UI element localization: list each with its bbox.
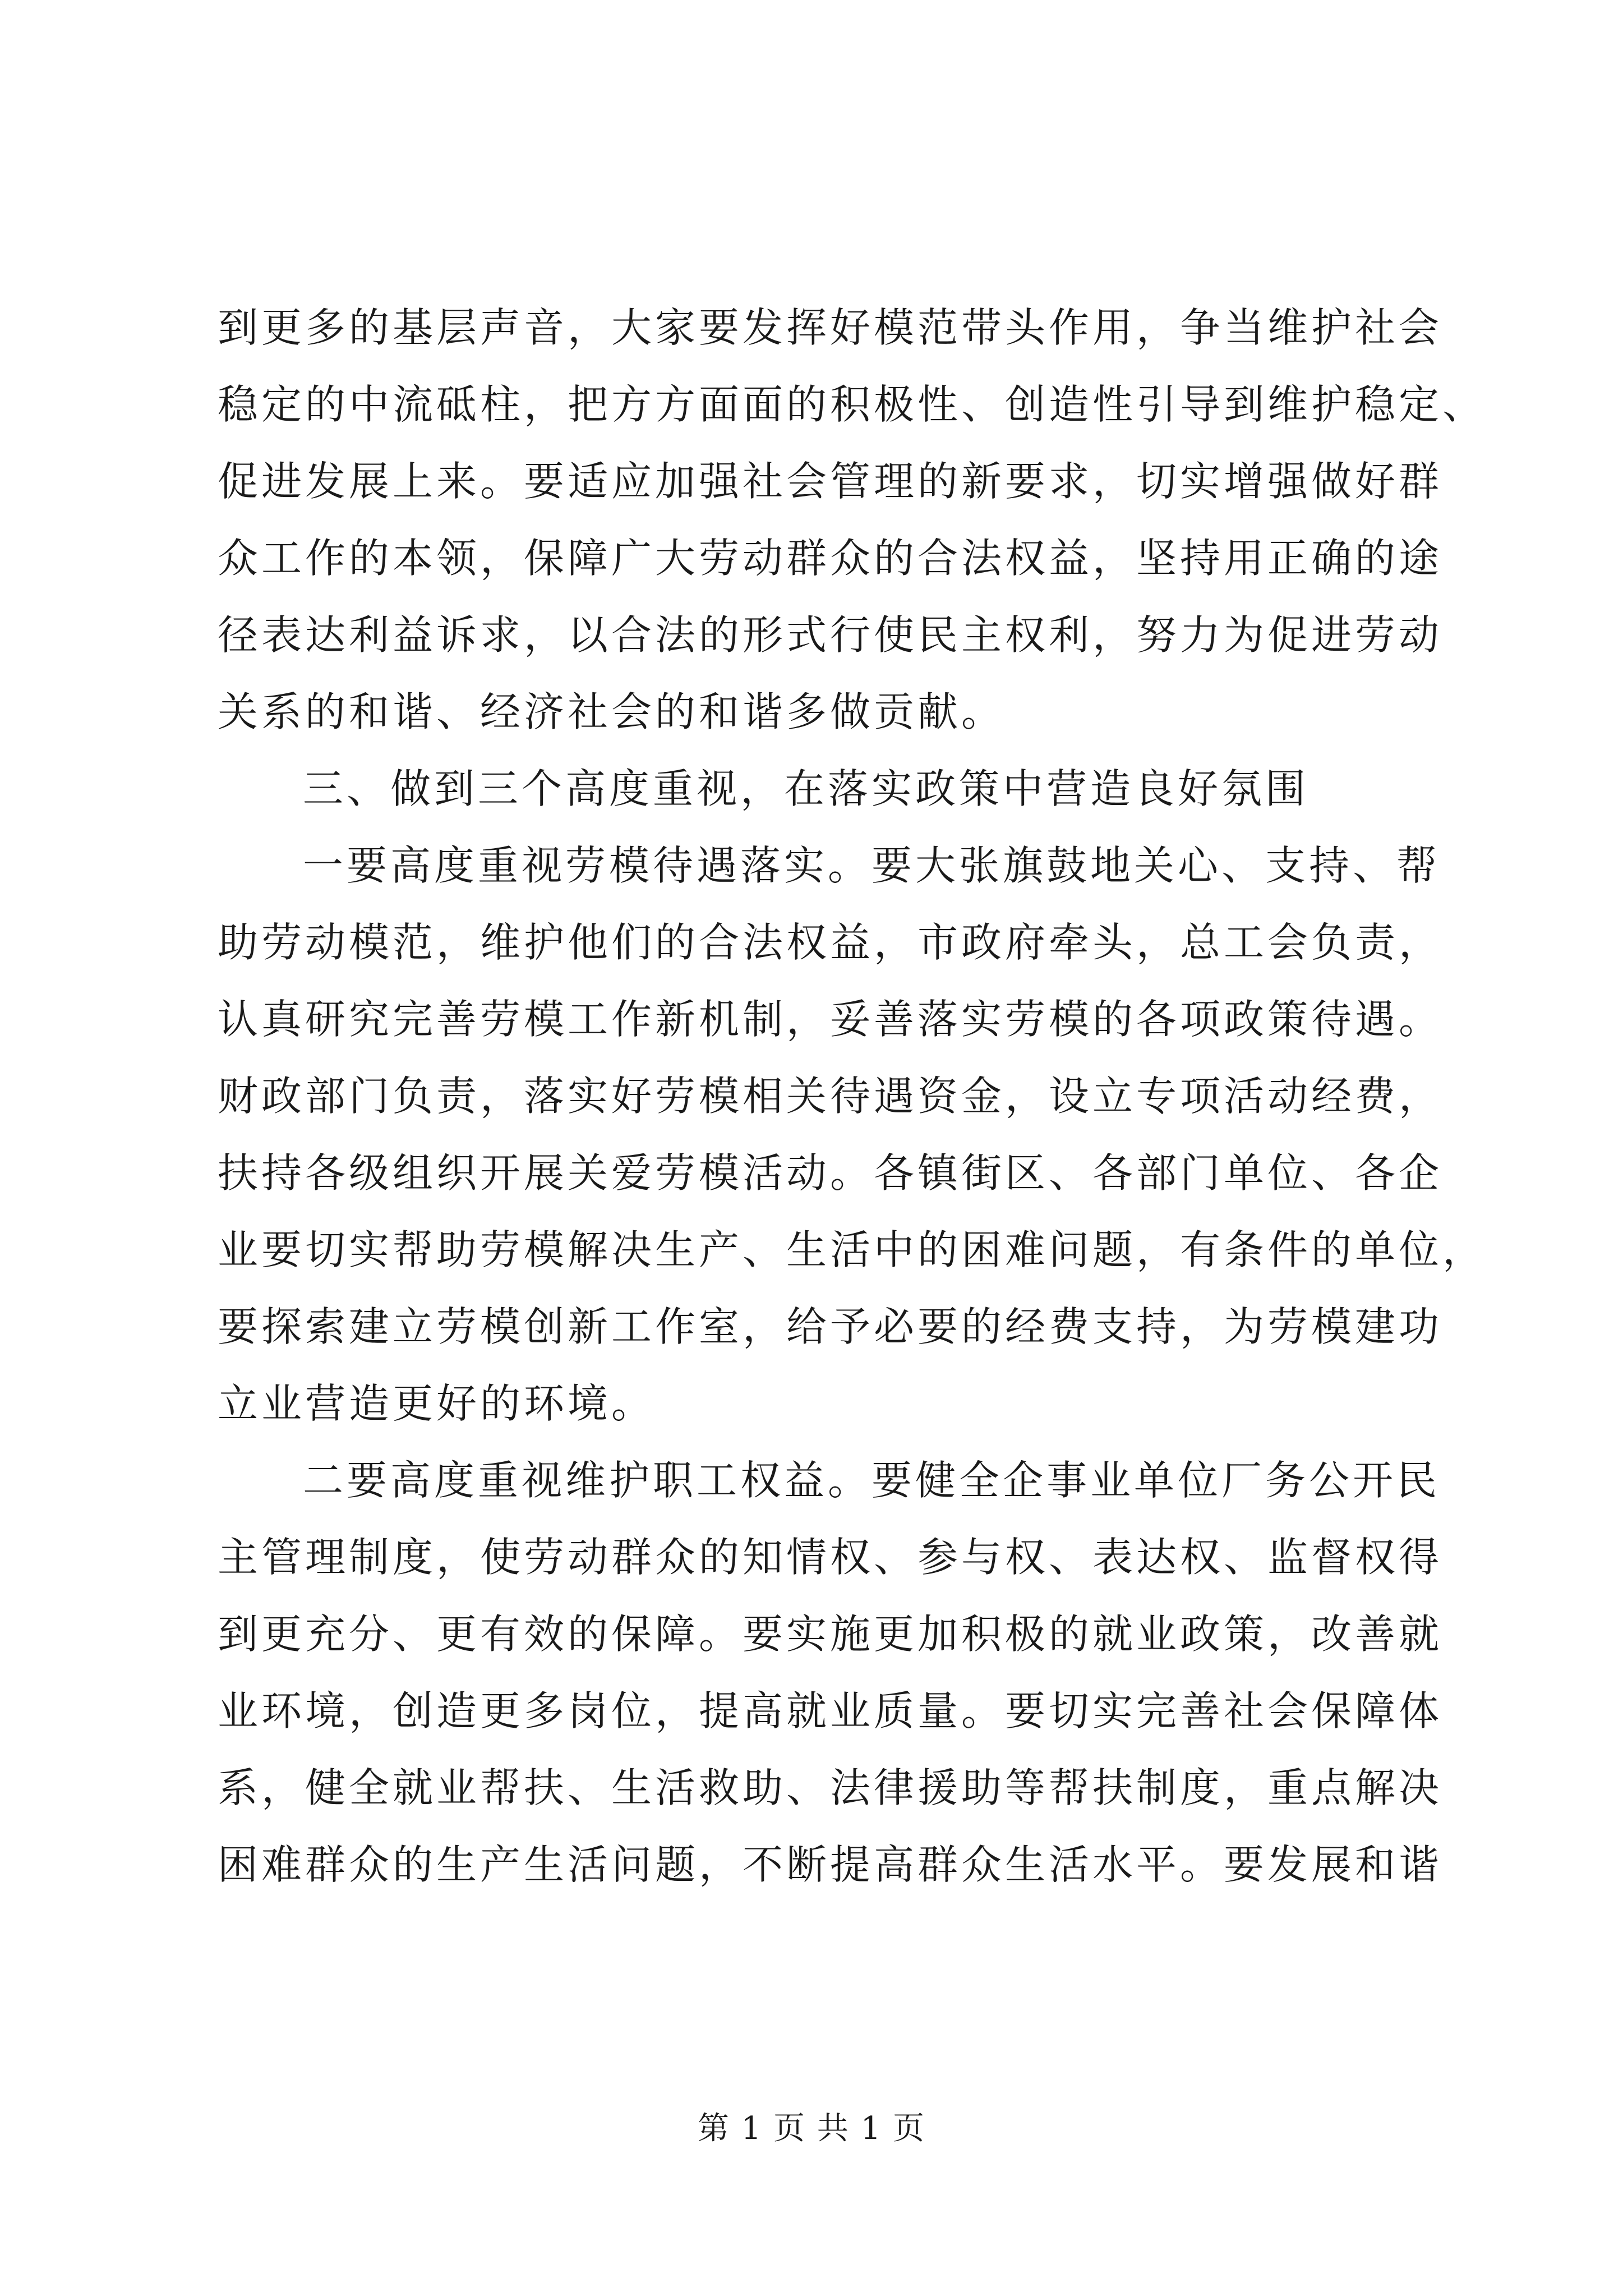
text-line: 稳定的中流砥柱，把方方面面的积极性、创造性引导到维护稳定、	[218, 381, 1487, 428]
text-line: 主管理制度，使劳动群众的知情权、参与权、表达权、监督权得	[218, 1534, 1443, 1581]
text-line: 助劳动模范，维护他们的合法权益，市政府牵头，总工会负责，	[218, 919, 1443, 966]
text-line: 财政部门负责，落实好劳模相关待遇资金，设立专项活动经费，	[218, 1073, 1443, 1120]
text-line: 要探索建立劳模创新工作室，给予必要的经费支持，为劳模建功	[218, 1303, 1443, 1350]
paragraph-first-line: 一要高度重视劳模待遇落实。要大张旗鼓地关心、支持、帮	[303, 842, 1441, 889]
text-line: 关系的和谐、经济社会的和谐多做贡献。	[218, 688, 1006, 735]
text-line: 促进发展上来。要适应加强社会管理的新要求，切实增强做好群	[218, 458, 1443, 505]
document-body	[218, 289, 1487, 1903]
text-line: 困难群众的生产生活问题，不断提高群众生活水平。要发展和谐	[218, 1841, 1443, 1888]
text-line: 立业营造更好的环境。	[218, 1380, 656, 1427]
text-line: 业环境，创造更多岗位，提高就业质量。要切实完善社会保障体	[218, 1687, 1443, 1734]
text-line: 扶持各级组织开展关爱劳模活动。各镇街区、各部门单位、各企	[218, 1149, 1443, 1197]
section-heading: 三、做到三个高度重视，在落实政策中营造良好氛围	[303, 765, 1310, 812]
page-number-label: 第 1 页 共 1 页	[697, 2110, 926, 2147]
text-line: 到更充分、更有效的保障。要实施更加积极的就业政策，改善就	[218, 1611, 1443, 1658]
text-line: 系，健全就业帮扶、生活救助、法律援助等帮扶制度，重点解决	[218, 1764, 1443, 1811]
text-line: 认真研究完善劳模工作新机制，妥善落实劳模的各项政策待遇。	[218, 996, 1443, 1043]
page-footer	[0, 2109, 1623, 2148]
text-line: 径表达利益诉求，以合法的形式行使民主权利，努力为促进劳动	[218, 611, 1443, 659]
text-line: 到更多的基层声音，大家要发挥好模范带头作用，争当维护社会	[218, 304, 1443, 351]
text-line: 业要切实帮助劳模解决生产、生活中的困难问题，有条件的单位，	[218, 1226, 1487, 1273]
text-line: 众工作的本领，保障广大劳动群众的合法权益，坚持用正确的途	[218, 535, 1443, 582]
paragraph-first-line: 二要高度重视维护职工权益。要健全企事业单位厂务公开民	[303, 1457, 1441, 1504]
